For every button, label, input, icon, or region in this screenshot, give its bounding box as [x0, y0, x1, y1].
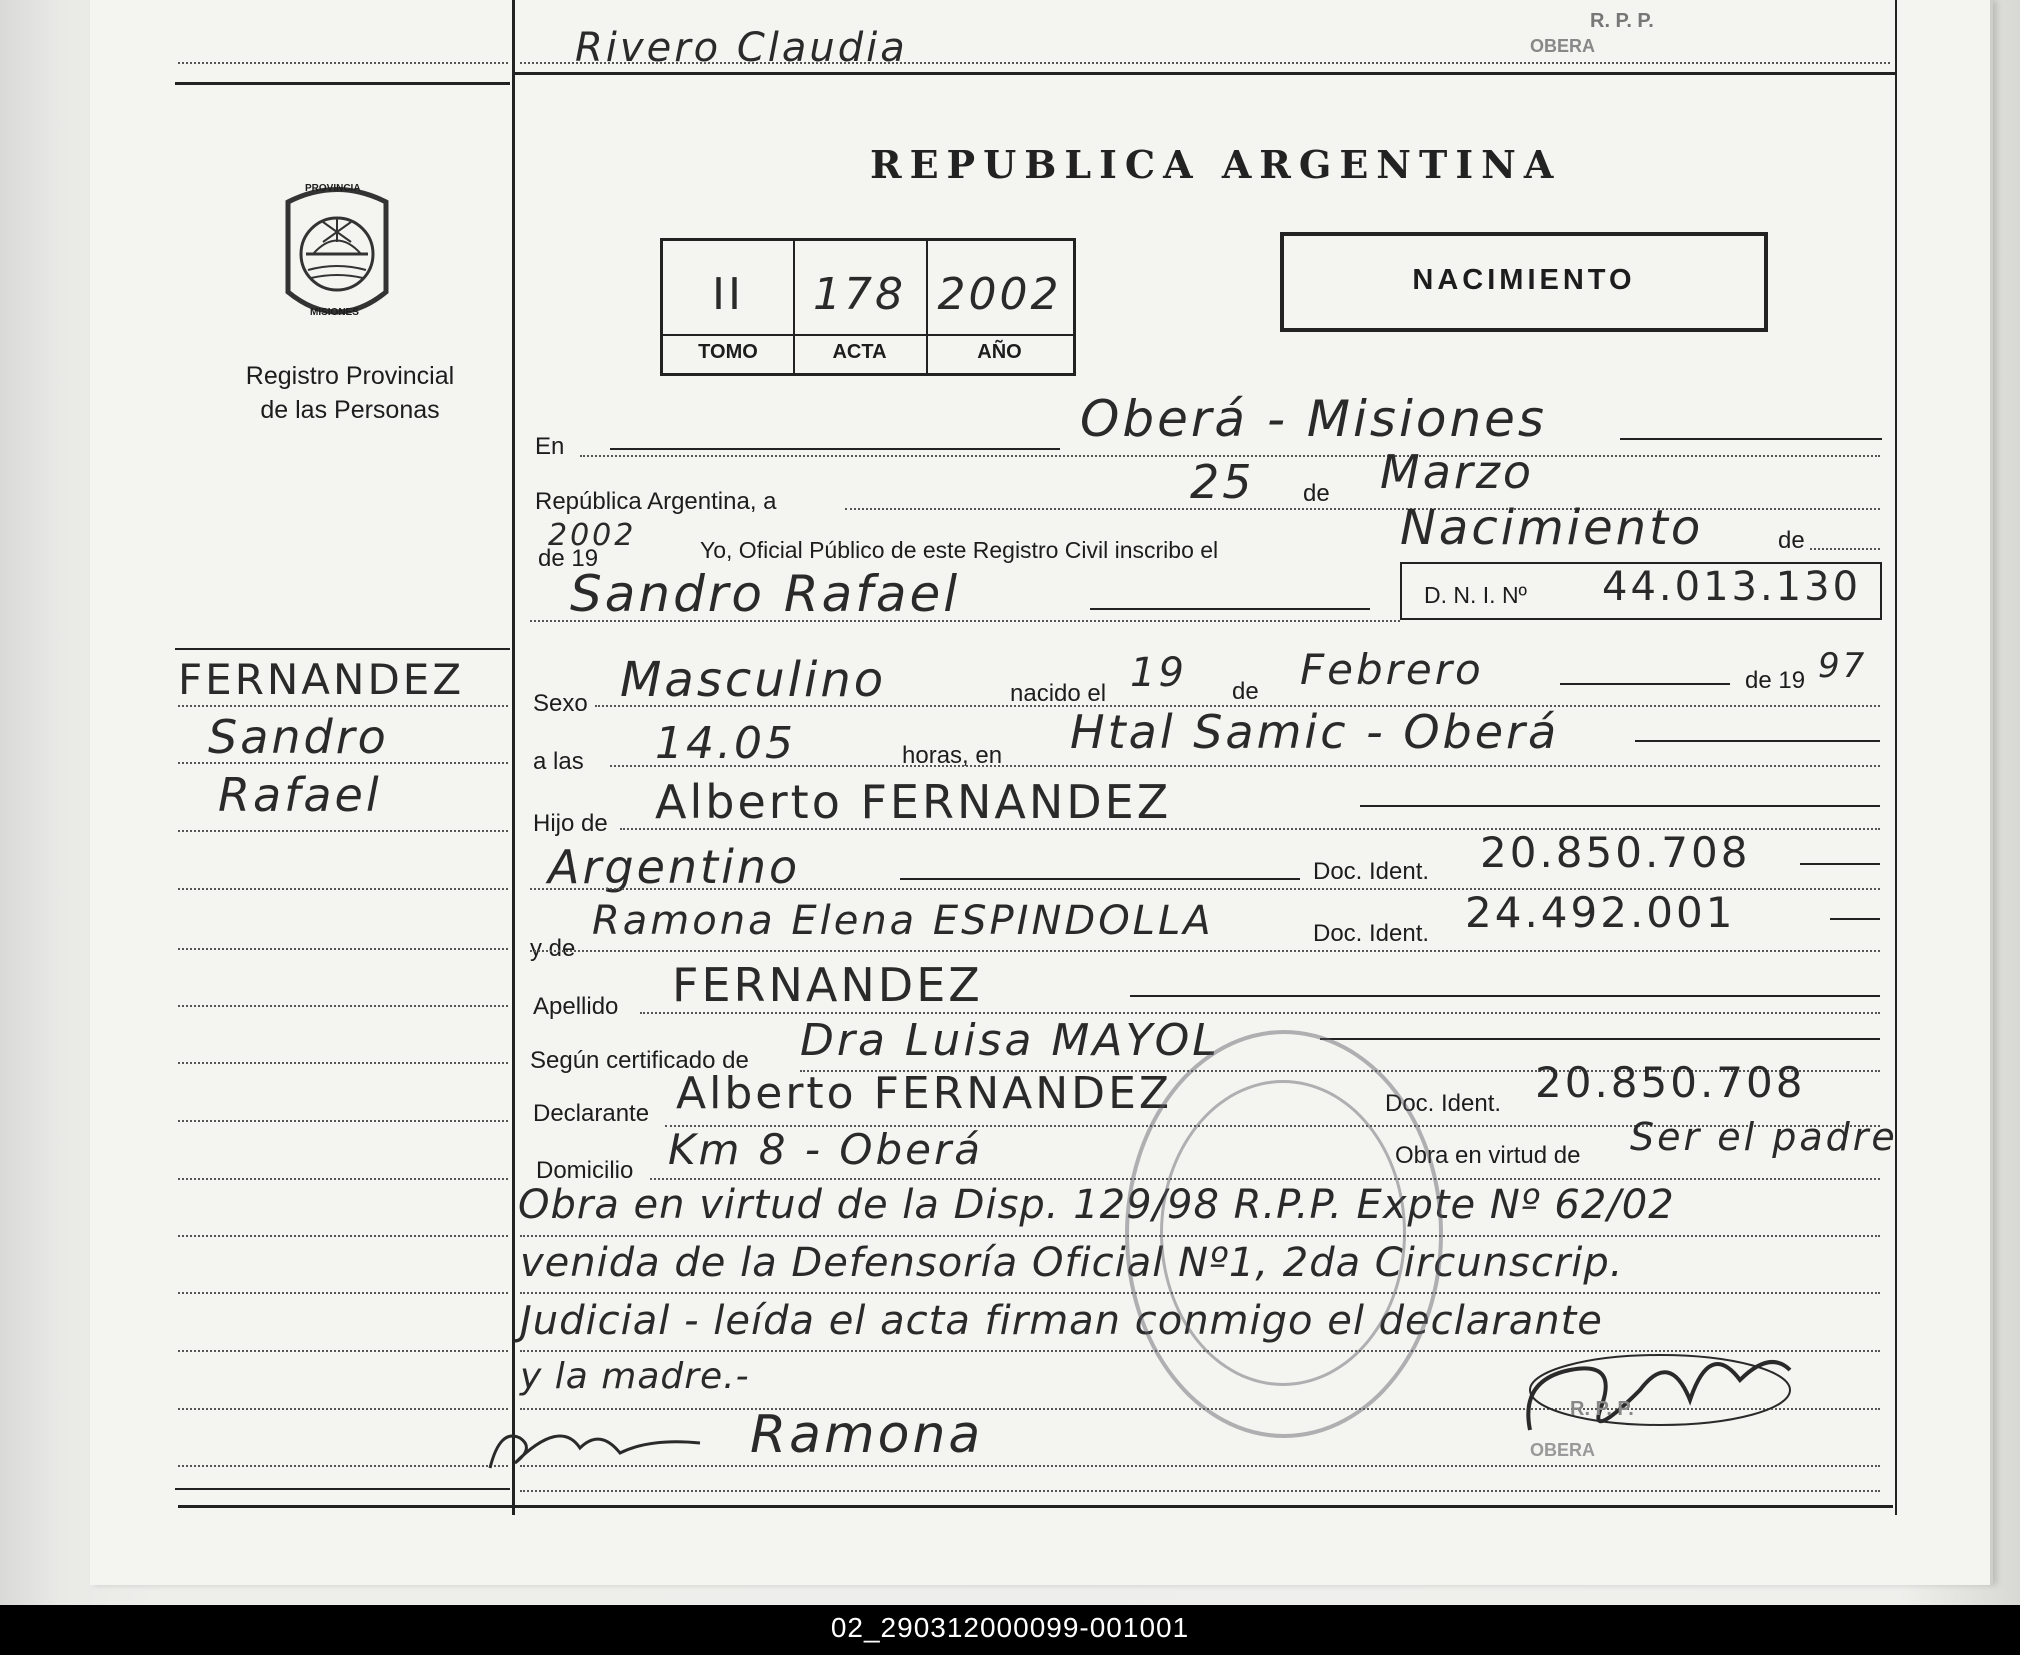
margin-line — [178, 1120, 508, 1122]
acta-label: ACTA — [832, 341, 887, 363]
dni-label: D. N. I. Nº — [1424, 582, 1527, 608]
margin-line — [178, 1292, 508, 1294]
padre-value: Alberto FERNANDEZ — [655, 775, 1172, 829]
hora-label: a las — [533, 748, 584, 775]
nac-de-label: de — [1232, 678, 1259, 705]
dni-box — [1400, 562, 1882, 620]
note-line3: Judicial - leída el acta firman conmigo el declarante — [520, 1298, 1603, 1344]
apellido-value: FERNANDEZ — [672, 958, 983, 1012]
registrar-signature-icon — [1510, 1320, 1810, 1450]
certificado-value: Dra Luisa MAYOL — [800, 1015, 1220, 1066]
hora-value: 14.05 — [655, 718, 796, 769]
en-value: Oberá - Misiones — [1080, 390, 1547, 448]
tipo-value: Nacimiento — [1400, 500, 1704, 556]
margin-line — [178, 888, 508, 890]
margin-note-line2: Sandro — [208, 710, 389, 764]
madre-doc: 24.492.001 — [1465, 888, 1736, 937]
margin-rule — [175, 1488, 510, 1490]
madre-value: Ramona Elena ESPINDOLLA — [592, 898, 1214, 944]
hijo-label: Hijo de — [533, 810, 608, 837]
form-line — [530, 950, 1880, 952]
horas-en-label: horas, en — [902, 742, 1003, 769]
form-line — [1800, 863, 1880, 865]
form-line — [1810, 548, 1880, 550]
margin-note-line1: FERNANDEZ — [178, 655, 465, 704]
madre-doc-label: Doc. Ident. — [1313, 920, 1430, 947]
record-box — [660, 238, 1076, 376]
month-value: Marzo — [1380, 445, 1535, 499]
lugar-value: Htal Samic - Oberá — [1070, 705, 1560, 759]
anio-label: AÑO — [977, 341, 1022, 363]
year-value: 2002 — [548, 518, 637, 553]
nac-day: 19 — [1130, 650, 1187, 696]
prev-stamp-city: OBERA — [1530, 36, 1596, 56]
margin-line — [178, 948, 508, 950]
declarante-label: Declarante — [533, 1100, 650, 1127]
margin-line — [178, 1062, 508, 1064]
padre-nacionalidad: Argentino — [548, 840, 801, 894]
padre-doc-label: Doc. Ident. — [1313, 858, 1430, 885]
form-line — [1320, 1038, 1880, 1040]
form-line — [520, 1465, 1880, 1467]
margin-line — [178, 830, 508, 832]
nac-month: Febrero — [1300, 645, 1484, 694]
form-line — [520, 1490, 1880, 1492]
margin-line — [178, 705, 508, 707]
margin-line — [178, 1178, 508, 1180]
obra-value: Ser el padre — [1630, 1115, 1898, 1159]
column-divider — [512, 0, 515, 1515]
margin-line — [178, 1465, 508, 1467]
year-label: de 19 — [538, 545, 599, 572]
domicilio-value: Km 8 - Oberá — [668, 1125, 983, 1174]
yde-label: y de — [530, 935, 576, 962]
margin-line — [178, 62, 508, 64]
prev-stamp-rpp: R. P. P. — [1590, 10, 1654, 32]
prev-signature: Rivero Claudia — [575, 25, 908, 71]
declarante-doc-label: Doc. Ident. — [1385, 1090, 1502, 1117]
en-label: En — [535, 433, 565, 460]
nac-year: 97 — [1818, 646, 1868, 686]
margin-rule — [175, 648, 510, 650]
yo-text: Yo, Oficial Público de este Registro Civil inscribo el — [700, 537, 1219, 563]
nombre-value: Sandro Rafael — [570, 565, 961, 623]
firma-madre: Ramona — [750, 1405, 984, 1465]
top-rule-right — [515, 72, 1895, 75]
margin-note-line3: Rafael — [218, 768, 382, 822]
form-line — [845, 508, 1880, 510]
acta-value: 178 — [813, 269, 906, 320]
note-line4: y la madre.- — [520, 1356, 750, 1397]
de-label: de — [1303, 480, 1330, 507]
padre-doc: 20.850.708 — [1480, 828, 1751, 877]
nac-year-label: de 19 — [1745, 667, 1806, 694]
de-label-2: de — [1778, 527, 1805, 554]
tomo-value: II — [712, 269, 744, 320]
margin-line — [178, 1005, 508, 1007]
domicilio-label: Domicilio — [536, 1157, 634, 1184]
certificado-label: Según certificado de — [530, 1047, 749, 1074]
obra-label: Obra en virtud de — [1395, 1142, 1581, 1169]
seal-text-bottom: MISIONES — [310, 307, 359, 318]
registrar-stamp-city: OBERA — [1530, 1440, 1596, 1460]
form-line — [530, 620, 1400, 622]
form-line — [1620, 438, 1882, 440]
margin-line — [178, 1350, 508, 1352]
sexo-label: Sexo — [533, 690, 588, 717]
sexo-value: Masculino — [620, 652, 887, 708]
prev-line — [520, 62, 1890, 64]
signature-scribble-icon — [480, 1408, 720, 1478]
right-border — [1895, 0, 1897, 1515]
form-line — [610, 448, 1060, 450]
nacido-label: nacido el — [1010, 680, 1107, 707]
registry-name-line1: Registro Provincial — [245, 362, 455, 390]
margin-line — [178, 1235, 508, 1237]
top-rule-left — [175, 82, 510, 85]
form-line — [1635, 740, 1880, 742]
official-stamp-inner-icon — [1160, 1080, 1406, 1386]
form-line — [900, 878, 1300, 880]
note-line2: venida de la Defensoría Oficial Nº1, 2da Circunscrip. — [520, 1240, 1624, 1286]
page-title: REPUBLICA ARGENTINA — [870, 142, 1562, 187]
declarante-value: Alberto FERNANDEZ — [676, 1068, 1173, 1119]
registrar-stamp-rpp: R. P. P. — [1570, 1398, 1634, 1420]
type-box — [1280, 232, 1768, 332]
dni-value: 44.013.130 — [1602, 564, 1862, 610]
registry-name-line2: de las Personas — [260, 396, 440, 424]
record-divider — [663, 334, 1073, 336]
form-line — [1130, 995, 1880, 997]
apellido-label: Apellido — [533, 993, 619, 1020]
type-box-label: NACIMIENTO — [1412, 264, 1636, 296]
anio-value: 2002 — [937, 269, 1062, 320]
margin-line — [178, 762, 508, 764]
form-line — [1090, 608, 1370, 610]
form-line — [1360, 805, 1880, 807]
image-id: 02_290312000099-001001 — [830, 1612, 1190, 1643]
form-line — [1560, 683, 1730, 685]
republica-label: República Argentina, a — [535, 488, 777, 515]
form-line — [1830, 918, 1880, 920]
day-value: 25 — [1190, 455, 1255, 509]
seal-text-top: PROVINCIA — [305, 183, 361, 194]
declarante-doc: 20.850.708 — [1535, 1058, 1806, 1107]
tomo-label: TOMO — [698, 341, 758, 363]
bottom-rule — [178, 1505, 1893, 1508]
margin-line — [178, 1408, 508, 1410]
form-line — [640, 1012, 1880, 1014]
form-line — [610, 765, 1880, 767]
note-line1: Obra en virtud de la Disp. 129/98 R.P.P. Expte Nº 62/02 — [518, 1182, 1675, 1228]
